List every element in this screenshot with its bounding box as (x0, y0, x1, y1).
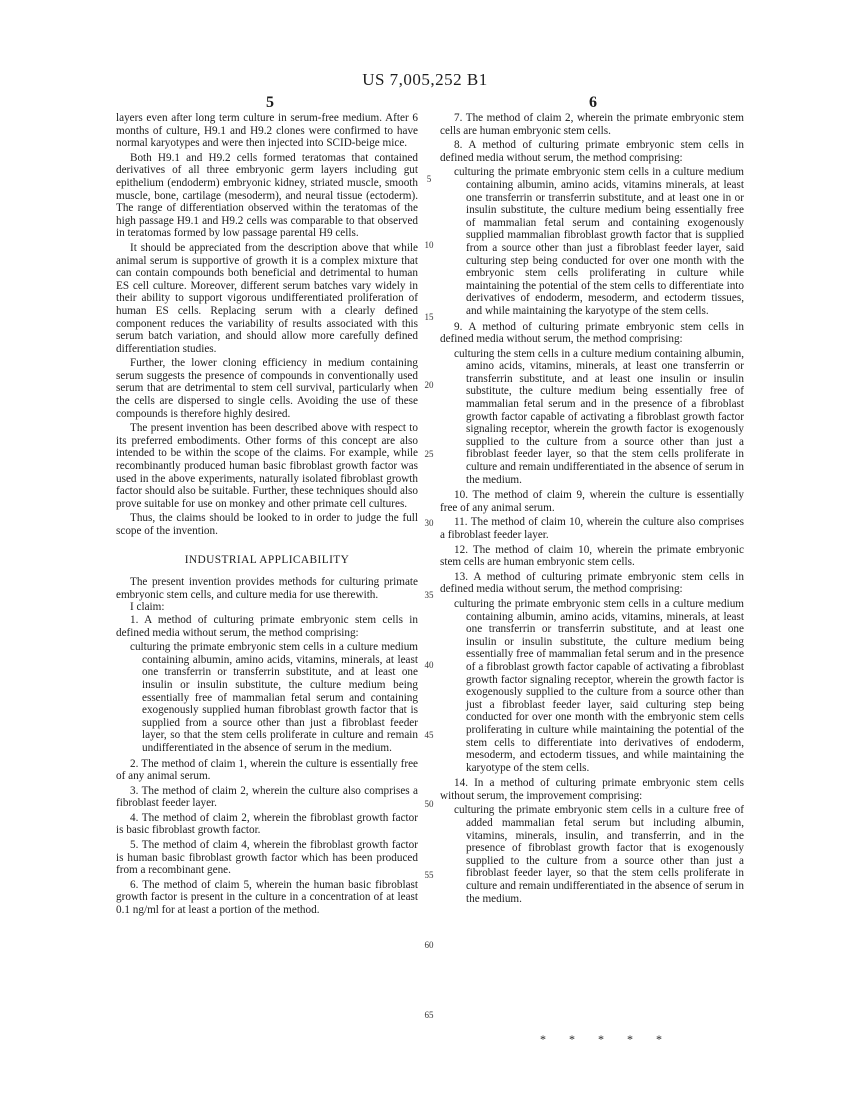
line-number: 20 (424, 380, 434, 390)
paragraph: The present invention has been described above with respect to its preferred embodiments. Other forms of this concept are also intended to be within the scope of the claims. For example, while recombinantly produced human basic fibroblast growth factor was used in the above experiments, naturally isolated fibroblast growth factor should also be suitable. Further, these techniques should also prove suitable for use on monkey and other primate cell cultures. (116, 422, 418, 510)
claim-2: 2. The method of claim 1, wherein the culture is essentially free of any animal serum. (116, 757, 418, 783)
line-number: 35 (424, 590, 434, 600)
right-column (440, 112, 744, 908)
line-number: 5 (426, 174, 432, 184)
claim-7: 7. The method of claim 2, wherein the primate embryonic stem cells are human embryonic stem cells. (440, 112, 744, 137)
column-number-right: 6 (589, 94, 597, 111)
claim-3: 3. The method of claim 2, wherein the culture also comprises a fibroblast feeder layer. (116, 784, 418, 810)
claim-9-body: culturing the stem cells in a culture medium containing albumin, amino acids, vitamins, minerals, at least one transferrin or transferrin substitute, and at least one insulin or insulin substitute, the culture medium being essentially free of mammalian fetal serum and in the presence of a fibroblast growth factor capable of activating a fibroblast growth factor signaling receptor, wherein the growth factor is exogenously supplied to the culture from a source other than just a fibroblast feeder layer, so that the stem cells proliferate in culture and remain undifferentiated in the absence of serum in the medium. (454, 347, 744, 486)
paragraph: Thus, the claims should be looked to in order to judge the full scope of the invention. (116, 512, 418, 537)
line-number: 10 (424, 240, 434, 250)
column-number-left: 5 (266, 94, 274, 111)
line-number: 15 (424, 312, 434, 322)
claim-1-intro: 1. A method of culturing primate embryonic stem cells in defined media without serum, the method comprising: (116, 613, 418, 639)
line-number: 30 (424, 518, 434, 528)
claim-13-intro: 13. A method of culturing primate embryonic stem cells in defined media without serum, the method comprising: (440, 570, 744, 596)
claim-11: 11. The method of claim 10, wherein the culture also comprises a fibroblast feeder layer. (440, 516, 744, 541)
line-number: 40 (424, 660, 434, 670)
claim-8-body: culturing the primate embryonic stem cells in a culture medium containing albumin, amino acids, vitamins minerals, at least one transferrin or transferrin substitute, and at least one in or insulin substitute, the culture medium being essentially free of mammalian fetal serum and containing exogenously supplied mammalian fibroblast growth factor that is supplied from a source other than just a fibroblast feeder layer, said culturing step being conducted for over one month with the embryonic stem cells proliferating in culture while maintaining the potential of the stem cells to differentiate into derivatives of endoderm, mesoderm, and ectoderm tissues, and while maintaining the karyotype of the stem cells. (454, 166, 744, 317)
line-number: 25 (424, 449, 434, 459)
paragraph: layers even after long term culture in serum-free medium. After 6 months of culture, H9.1 and H9.2 clones were confirmed to have normal karyotypes and were then injected into SCID-beige mice. (116, 112, 418, 150)
claim-1-body: culturing the primate embryonic stem cells in a culture medium containing albumin, amino acids, vitamins, minerals, at least one transferrin or transferrin substitute, and at least one insulin or insulin substitute, the culture medium being essentially free of mammalian fetal serum and containing exogenously supplied human fibroblast growth factor that is supplied from a source other than just a fibroblast feeder layer, so that the stem cells proliferate in culture and remain undifferentiated in the absence of serum in the medium. (130, 641, 418, 754)
section-heading: INDUSTRIAL APPLICABILITY (184, 553, 350, 566)
paragraph: Both H9.1 and H9.2 cells formed teratomas that contained derivatives of all three embryonic germ layers including gut epithelium (endoderm) embryonic kidney, striated muscle, smooth muscle, bone, cartilage (mesoderm), and neural tissue (ectoderm). The range of differentiation observed within the teratomas of the high passage H9.1 and H9.2 cells was comparable to that observed in teratomas formed by low passage parental H9 cells. (116, 151, 418, 240)
line-number: 55 (424, 870, 434, 880)
paragraph: The present invention provides methods for culturing primate embryonic stem cells, and culture media for use therewith. (116, 576, 418, 601)
claim-8-intro: 8. A method of culturing primate embryonic stem cells in defined media without serum, the method comprising: (440, 139, 744, 164)
claim-14-intro: 14. In a method of culturing primate embryonic stem cells without serum, the improvement comprising: (440, 777, 744, 802)
end-of-document-mark: * * * * * (540, 1032, 672, 1046)
claim-14-body: culturing the primate embryonic stem cells in a culture free of added mammalian fetal serum but including albumin, vitamins, minerals, insulin, and transferrin, and in the presence of fibroblast growth factor that is exogenously supplied to the culture from a source other than just a fibroblast feeder layer, so that the stem cells proliferate in culture and remain undifferentiated in the absence of serum in the medium. (454, 804, 744, 905)
line-number: 60 (424, 940, 434, 950)
line-number: 50 (424, 799, 434, 809)
patent-number: US 7,005,252 B1 (362, 70, 488, 89)
left-column (116, 112, 418, 919)
claims-intro: I claim: (130, 601, 165, 614)
claim-4: 4. The method of claim 2, wherein the fibroblast growth factor is basic fibroblast growth factor. (116, 811, 418, 837)
claim-12: 12. The method of claim 10, wherein the primate embryonic stem cells are human embryonic stem cells. (440, 543, 744, 569)
claim-10: 10. The method of claim 9, wherein the culture is essentially free of any animal serum. (440, 489, 744, 514)
claim-13-body: culturing the primate embryonic stem cells in a culture medium containing albumin, amino acids, vitamins, minerals, at least one transferrin or transferrin substitute, and at least one insulin or insulin substitute, the culture medium being essentially free of mammalian fetal serum and in the presence of a fibroblast growth factor capable of activating a fibroblast growth factor signaling receptor, wherein the growth factor is exogenously supplied to the culture from a source other than just a fibroblast feeder layer, said culturing step being conducted for over one month with the embryonic stem cells proliferating in culture while maintaining the potential of the stem cells to differentiate into derivatives of endoderm, mesoderm, and ectoderm tissues, and while maintaining the karyotype of the stem cells. (454, 597, 744, 774)
claim-9-intro: 9. A method of culturing primate embryonic stem cells in defined media without serum, the method comprising: (440, 320, 744, 346)
line-number: 65 (424, 1010, 434, 1020)
claim-5: 5. The method of claim 4, wherein the fibroblast growth factor is human basic fibroblast growth factor which has been produced from a recombinant gene. (116, 839, 418, 877)
claim-6: 6. The method of claim 5, wherein the human basic fibroblast growth factor is present in the culture in a concentration of at least 0.1 ng/ml for at least a portion of the method. (116, 878, 418, 917)
paragraph: Further, the lower cloning efficiency in medium containing serum suggests the presence of compounds in conventionally used serum that are detrimental to stem cell survival, particularly when the cells are dispersed to single cells. Avoiding the use of these compounds is therefore highly desired. (116, 357, 418, 420)
line-number: 45 (424, 730, 434, 740)
paragraph: It should be appreciated from the description above that while animal serum is supportive of growth it is a complex mixture that can contain compounds both beneficial and detrimental to human ES cell culture. Moreover, different serum batches vary widely in their ability to support vigorous undifferentiated proliferation of human ES cells. Replacing serum with a clearly defined component reduces the variability of results associated with this serum batch variation, and should allow more carefully defined differentiation studies. (116, 241, 418, 355)
